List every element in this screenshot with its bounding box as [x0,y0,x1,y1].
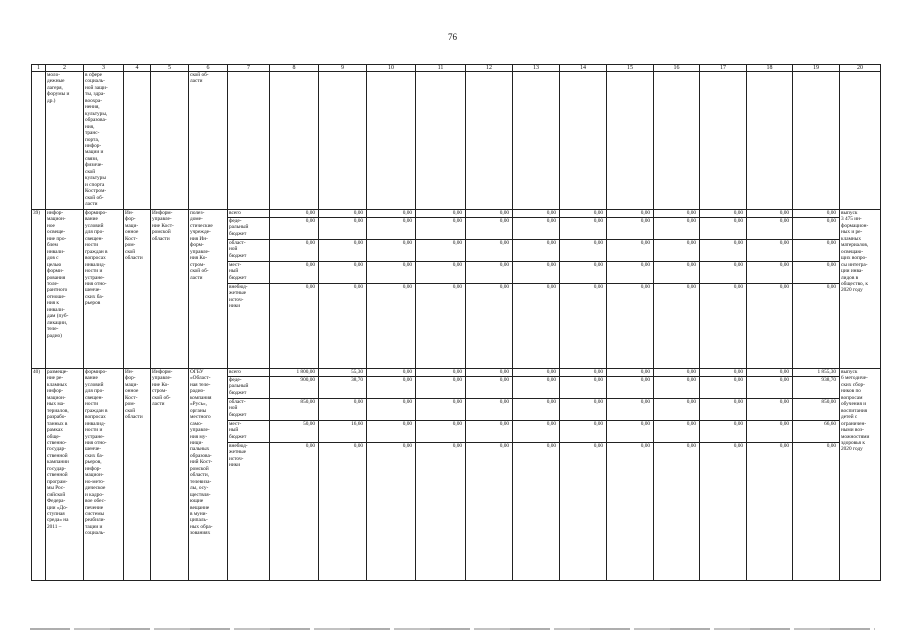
funding-value: 0,00 [793,240,840,262]
funding-value: 0,00 [270,262,319,284]
funding-source: мест- ный бюджет [228,262,270,284]
program-table [31,64,881,581]
funding-value: 0,00 [747,284,793,369]
cell-col-9 [319,72,367,210]
funding-value: 938,70 [793,377,840,399]
funding-value: 0,00 [607,421,654,443]
funding-value: 0,00 [793,284,840,369]
column-number: 14 [560,65,607,72]
funding-value: 0,00 [793,443,840,581]
cell-col-7 [228,72,270,210]
column-number: 11 [416,65,466,72]
funding-value: 0,00 [513,218,560,240]
funding-value: 0,00 [270,240,319,262]
column-number: 1 [32,65,46,72]
funding-value: 0,00 [747,210,793,218]
funding-value: 0,00 [560,377,607,399]
cell-col-13 [513,72,560,210]
funding-value: 0,00 [466,210,513,218]
funding-value: 0,00 [367,421,416,443]
funding-value: 0,00 [700,377,747,399]
column-number: 19 [793,65,840,72]
funding-value: 0,00 [513,240,560,262]
cell-col-8 [270,72,319,210]
funding-value: 0,00 [270,218,319,240]
funding-value: 0,00 [700,443,747,581]
funding-value: 66,60 [793,421,840,443]
measure-c5: Информ- управле- ние Кост- ромской области [151,210,189,369]
funding-value: 0,00 [747,443,793,581]
funding-source: внебюд- жетные источ- ники [228,284,270,369]
funding-value: 0,00 [560,210,607,218]
measure-c6: ОГБУ «Област- ная теле- радио- компания «Русь», органы местного само- управле- ния му- ници- пальных образова- ний Кост- ромской области, телевиза- лы, осу- ществля- ющие вещание в муни- ципаль- ных обра- зованиях [189,369,228,581]
funding-value: 0,00 [513,262,560,284]
cell-col-16 [654,72,700,210]
funding-value: 38,70 [319,377,367,399]
funding-value: 0,00 [513,399,560,421]
funding-value: 0,00 [560,443,607,581]
funding-value: 0,00 [416,421,466,443]
funding-value: 0,00 [607,377,654,399]
cell-col-11 [416,72,466,210]
funding-value: 0,00 [747,262,793,284]
funding-value: 0,00 [560,262,607,284]
funding-value: 0,00 [466,369,513,377]
funding-value: 0,00 [416,284,466,369]
funding-value: 0,00 [607,443,654,581]
funding-value: 0,00 [747,369,793,377]
funding-value: 0,00 [319,284,367,369]
column-number: 5 [151,65,189,72]
row-number: 40) [32,369,46,581]
column-number: 2 [46,65,84,72]
funding-value: 0,00 [416,262,466,284]
funding-value: 0,00 [416,240,466,262]
funding-value: 0,00 [747,421,793,443]
funding-value: 0,00 [513,377,560,399]
funding-value: 0,00 [654,284,700,369]
funding-value: 0,00 [416,210,466,218]
cell-col-5 [151,72,189,210]
column-number: 8 [270,65,319,72]
funding-value: 0,00 [466,399,513,421]
measure-c3: формиро- вание условий для про- свещен- ности граждан в вопросах инвалид- ности и устране- ния отно- шенче- ских ба- рьеров [84,210,124,369]
funding-value: 0,00 [607,262,654,284]
expected-result: выпуск 6 методиче- ских сбор- ников по вопросам обучения и воспитания детей с ограничен- ными воз- можностями здоровья к 2020 году [840,369,881,581]
cell-col-10 [367,72,416,210]
funding-value: 0,00 [607,399,654,421]
funding-value: 0,00 [319,262,367,284]
funding-source: внебюд- жетные источ- ники [228,443,270,581]
funding-value: 0,00 [513,210,560,218]
funding-value: 0,00 [700,369,747,377]
funding-value: 0,00 [319,218,367,240]
column-number-row [32,65,881,72]
funding-value: 0,00 [319,210,367,218]
funding-value: 0,00 [466,284,513,369]
cell-col-20 [840,72,881,210]
funding-value: 0,00 [270,210,319,218]
funding-value: 0,00 [367,262,416,284]
cell-col-2: моло- дежные лагеря, форумы и др.) [46,72,84,210]
row-number: 39) [32,210,46,369]
funding-value: 0,00 [654,421,700,443]
row40-source-row [32,369,881,377]
cell-col-1 [32,72,46,210]
cell-col-14 [560,72,607,210]
funding-value: 1 800,00 [270,369,319,377]
funding-value: 0,00 [654,240,700,262]
column-number: 13 [513,65,560,72]
cell-col-18 [747,72,793,210]
funding-value: 0,00 [700,218,747,240]
measure-c2: инфор- мацион- ное освеще- ние про- блем инвали- дов с целью форми- рования толе- рантного отноше- ния к инвали- дам (пуб- ликации, теле- радио) [46,210,84,369]
funding-value: 50,00 [270,421,319,443]
funding-value: 0,00 [466,240,513,262]
funding-value: 0,00 [416,377,466,399]
funding-value: 0,00 [416,218,466,240]
funding-value: 55,30 [319,369,367,377]
funding-value: 0,00 [560,218,607,240]
funding-value: 0,00 [700,284,747,369]
funding-value: 0,00 [607,369,654,377]
funding-source: феде- ральный бюджет [228,377,270,399]
column-number: 18 [747,65,793,72]
funding-value: 0,00 [466,262,513,284]
funding-source: всего [228,369,270,377]
funding-value: 0,00 [560,399,607,421]
funding-value: 0,00 [560,369,607,377]
measure-c2: размеще- ние ре- кламных инфор- мацион- ных ма- териалов, разрабо- танных в рамках обще- ственно- государ- ственной кампании государ- ственной програм- мы Рос- сийской Федера- ции «До- ступная среда» на 2011 – [46,369,84,581]
column-number: 6 [189,65,228,72]
measure-c4: Ин- фор- маци- онное Кост- ром- ской области [124,369,151,581]
page-number: 76 [448,32,457,42]
funding-value: 0,00 [416,399,466,421]
funding-value: 0,00 [513,369,560,377]
column-number: 17 [700,65,747,72]
funding-value: 16,60 [319,421,367,443]
funding-value: 0,00 [560,284,607,369]
funding-value: 0,00 [270,443,319,581]
funding-value: 0,00 [270,284,319,369]
measure-c3: формиро- вание условий для про- свещен- ности граждан в вопросах инвалид- ности и устране- ния отно- шенче- ских ба- рьеров, инфор- мацион- но-мето- дическое и кадро- вое обес- печение системы реабили- тации и социаль- [84,369,124,581]
funding-value: 0,00 [607,284,654,369]
funding-value: 0,00 [367,443,416,581]
cell-col-6: ской об- ласти [189,72,228,210]
funding-value: 0,00 [466,218,513,240]
funding-value: 0,00 [700,210,747,218]
column-number: 7 [228,65,270,72]
funding-value: 0,00 [654,377,700,399]
cell-col-12 [466,72,513,210]
measure-c4: Ин- фор- маци- онное Кост- ром- ской области [124,210,151,369]
column-number: 9 [319,65,367,72]
funding-value: 0,00 [747,399,793,421]
funding-source: феде- ральный бюджет [228,218,270,240]
funding-source: област- ной бюджет [228,399,270,421]
cell-col-4 [124,72,151,210]
funding-value: 0,00 [793,218,840,240]
funding-value: 0,00 [367,240,416,262]
funding-value: 0,00 [654,443,700,581]
funding-value: 1 855,30 [793,369,840,377]
funding-value: 0,00 [654,218,700,240]
column-number: 3 [84,65,124,72]
funding-value: 0,00 [700,399,747,421]
funding-value: 0,00 [513,443,560,581]
funding-value: 0,00 [747,377,793,399]
funding-value: 0,00 [700,240,747,262]
funding-value: 0,00 [513,284,560,369]
column-number: 12 [466,65,513,72]
funding-value: 850,00 [793,399,840,421]
funding-value: 900,00 [270,377,319,399]
funding-source: област- ной бюджет [228,240,270,262]
funding-source: мест- ный бюджет [228,421,270,443]
funding-value: 0,00 [416,443,466,581]
funding-value: 0,00 [607,240,654,262]
funding-source: всего [228,210,270,218]
funding-value: 0,00 [654,210,700,218]
funding-value: 0,00 [747,218,793,240]
funding-value: 0,00 [466,377,513,399]
funding-value: 0,00 [319,240,367,262]
funding-value: 0,00 [700,262,747,284]
row39-source-row [32,210,881,218]
measure-c5: Информ- управле- ние Ко- стром- ской об- ласти [151,369,189,581]
funding-value: 0,00 [367,369,416,377]
funding-value: 0,00 [367,218,416,240]
funding-value: 0,00 [793,262,840,284]
funding-value: 0,00 [466,443,513,581]
expected-result: выпуск 3 475 ин- формацион- ных и ре- кламных материалов, освещаю- щих вопро- сы интегра- ции инва- лидов в общество, к 2020 году [840,210,881,369]
cell-col-17 [700,72,747,210]
column-number: 15 [607,65,654,72]
funding-value: 0,00 [466,421,513,443]
column-number: 4 [124,65,151,72]
funding-value: 0,00 [367,210,416,218]
column-number: 10 [367,65,416,72]
funding-value: 0,00 [513,421,560,443]
column-number: 20 [840,65,881,72]
funding-value: 0,00 [319,399,367,421]
funding-value: 0,00 [654,399,700,421]
funding-value: 0,00 [607,210,654,218]
continuation-row [32,72,881,210]
funding-value: 0,00 [367,377,416,399]
funding-value: 0,00 [747,240,793,262]
funding-value: 0,00 [654,369,700,377]
funding-value: 0,00 [416,369,466,377]
funding-value: 0,00 [654,262,700,284]
measure-c6: полез- доме- стические учрежде- ния Ин- форм- управле- ния Ко- стром- ской об- ласти [189,210,228,369]
cell-col-15 [607,72,654,210]
funding-value: 0,00 [607,218,654,240]
funding-value: 0,00 [793,210,840,218]
funding-value: 0,00 [560,240,607,262]
funding-value: 0,00 [367,284,416,369]
funding-value: 0,00 [319,443,367,581]
funding-value: 850,00 [270,399,319,421]
funding-value: 0,00 [367,399,416,421]
cell-col-19 [793,72,840,210]
column-number: 16 [654,65,700,72]
scan-artifact [30,628,875,630]
funding-value: 0,00 [700,421,747,443]
cell-col-3: в сфере социаль- ной защи- ты, здра- воохра- нения, культуры, образова- ния, транс- порта, инфор- мации и связи, физиче- ской культуры и спорта Костром- ской об- ласти [84,72,124,210]
funding-value: 0,00 [560,421,607,443]
